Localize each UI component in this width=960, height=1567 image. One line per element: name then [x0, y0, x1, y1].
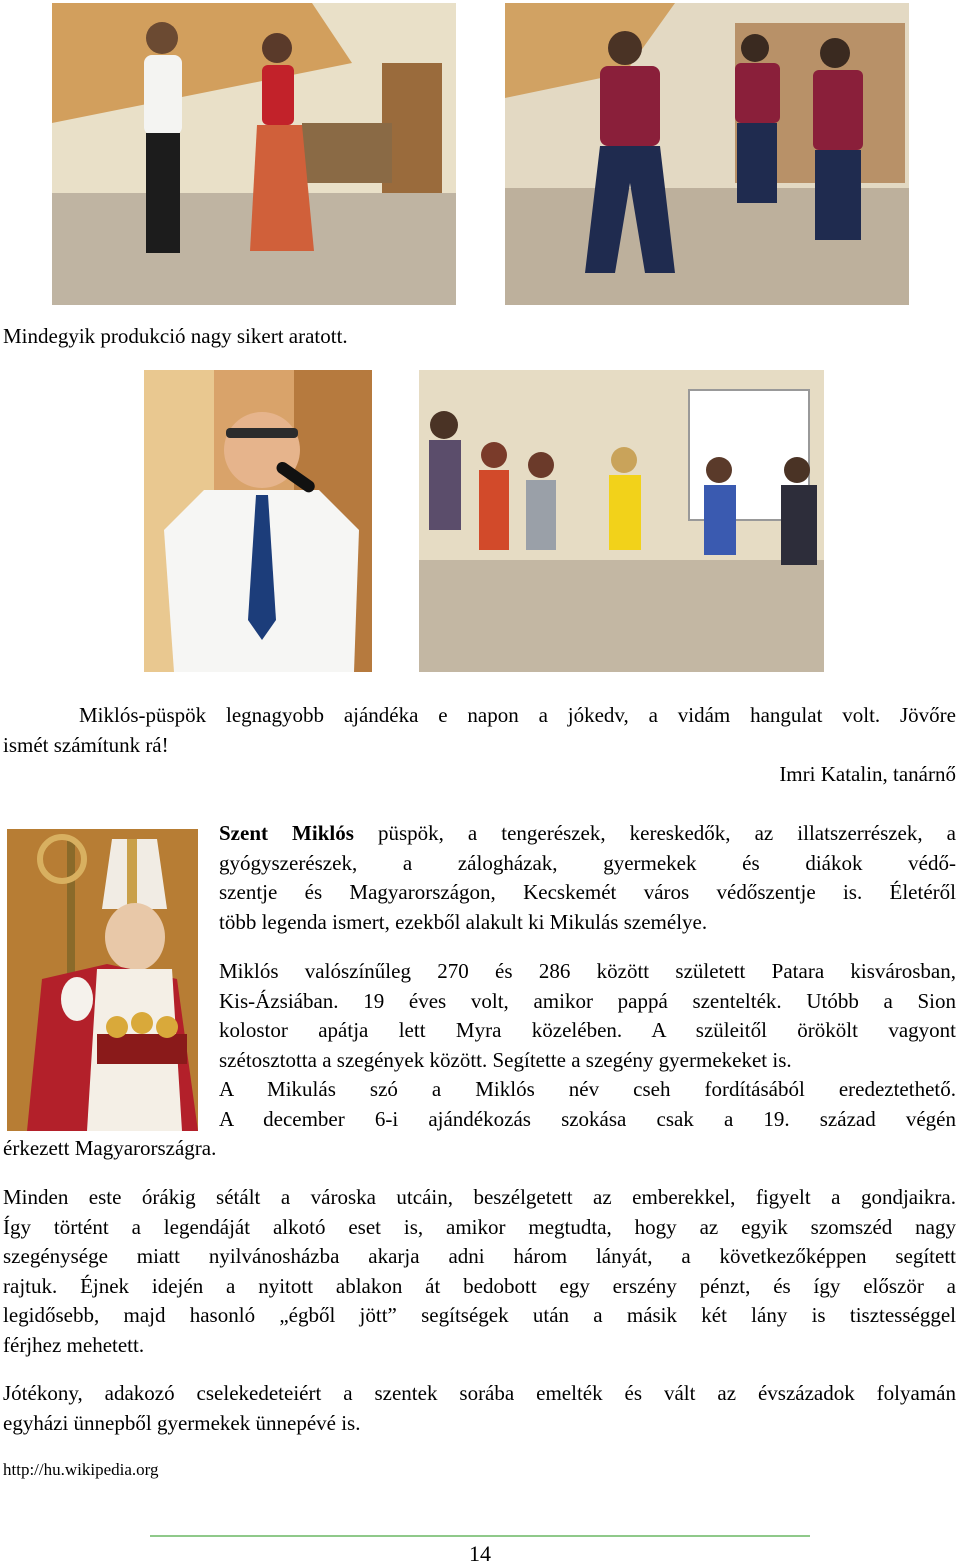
- p2-line-5: A Mikulás szó a Miklós név cseh fordításából eredeztethető.: [219, 1077, 956, 1101]
- p1-line-1-rest: püspök, a tengerészek, kereskedők, az illatszerrészek, a: [377, 821, 956, 845]
- closing-line-1: Miklós-püspök legnagyobb ajándéka e napon a jókedv, a vidám hangulat volt. Jövőre: [79, 703, 956, 727]
- page-number: 14: [469, 1541, 491, 1566]
- photo-couple-dancing: [52, 3, 456, 305]
- p1-line-4: több legenda ismert, ezekből alakult ki Mikulás személye.: [219, 910, 708, 934]
- closing-line-2: ismét számítunk rá!: [3, 733, 169, 757]
- saint-name: Szent Miklós: [219, 821, 354, 845]
- p4-line-2: egyházi ünnepből gyermekek ünnepévé is.: [3, 1411, 361, 1435]
- p3-line-2: Így történt a legendáját alkotó eset is, amikor megtudta, hogy az egyik szomszéd nagy: [3, 1215, 956, 1239]
- p2-line-1: Miklós valószínűleg 270 és 286 között született Patara kisvárosban,: [219, 959, 956, 983]
- source-link[interactable]: http://hu.wikipedia.org: [3, 1460, 159, 1479]
- author-signature: Imri Katalin, tanárnő: [779, 762, 956, 786]
- p2-line-7: érkezett Magyarországra.: [3, 1136, 217, 1160]
- p2-line-3: kolostor apátja lett Myra közelében. A szüleitől örökölt vagyont: [219, 1018, 956, 1042]
- p4-line-1: Jótékony, adakozó cselekedeteiért a szentek sorába emelték és vált az évszázadok folyamán: [3, 1381, 956, 1405]
- p3-line-1: Minden este órákig sétált a városka utcáin, beszélgetett az emberekkel, figyelt a gondjaikra.: [3, 1185, 956, 1209]
- p1-line-1: [219, 819, 956, 849]
- footer-divider: [150, 1535, 810, 1537]
- p2-line-6: A december 6-i ajándékozás szokása csak a 19. század végén: [219, 1107, 956, 1131]
- saint-nicholas-painting: [7, 829, 198, 1131]
- p3-line-3: szegénysége miatt nyilvánosházba akarja adni három lányát, a következőképpen segített: [3, 1244, 956, 1268]
- photo-singer-microphone: [144, 370, 372, 672]
- p3-line-6: férjhez mehetett.: [3, 1333, 145, 1357]
- p1-line-2: gyógyszerészek, a zálogházak, gyermekek és diákok védő-: [219, 851, 956, 875]
- p3-line-4: rajtuk. Éjnek idején a nyitott ablakon át bedobott egy erszény pénzt, és így először a: [3, 1274, 956, 1298]
- p2-line-4: szétosztotta a szegények között. Segítette a szegény gyermekeket is.: [219, 1048, 792, 1072]
- p2-line-2: Kis-Ázsiában. 19 éves volt, amikor pappá szentelték. Utóbb a Sion: [219, 989, 956, 1013]
- photo-women-circle-dance: [419, 370, 824, 672]
- photo-group-dance-maroon: [505, 3, 909, 305]
- p3-line-5: legidősebb, majd hasonló „égből jött” segítségek után a másik két lány is tisztességgel: [3, 1303, 956, 1327]
- p1-line-3: szentje és Magyarországon, Kecskemét város védőszentje is. Életéről: [219, 880, 956, 904]
- caption-success: Mindegyik produkció nagy sikert aratott.: [3, 324, 348, 348]
